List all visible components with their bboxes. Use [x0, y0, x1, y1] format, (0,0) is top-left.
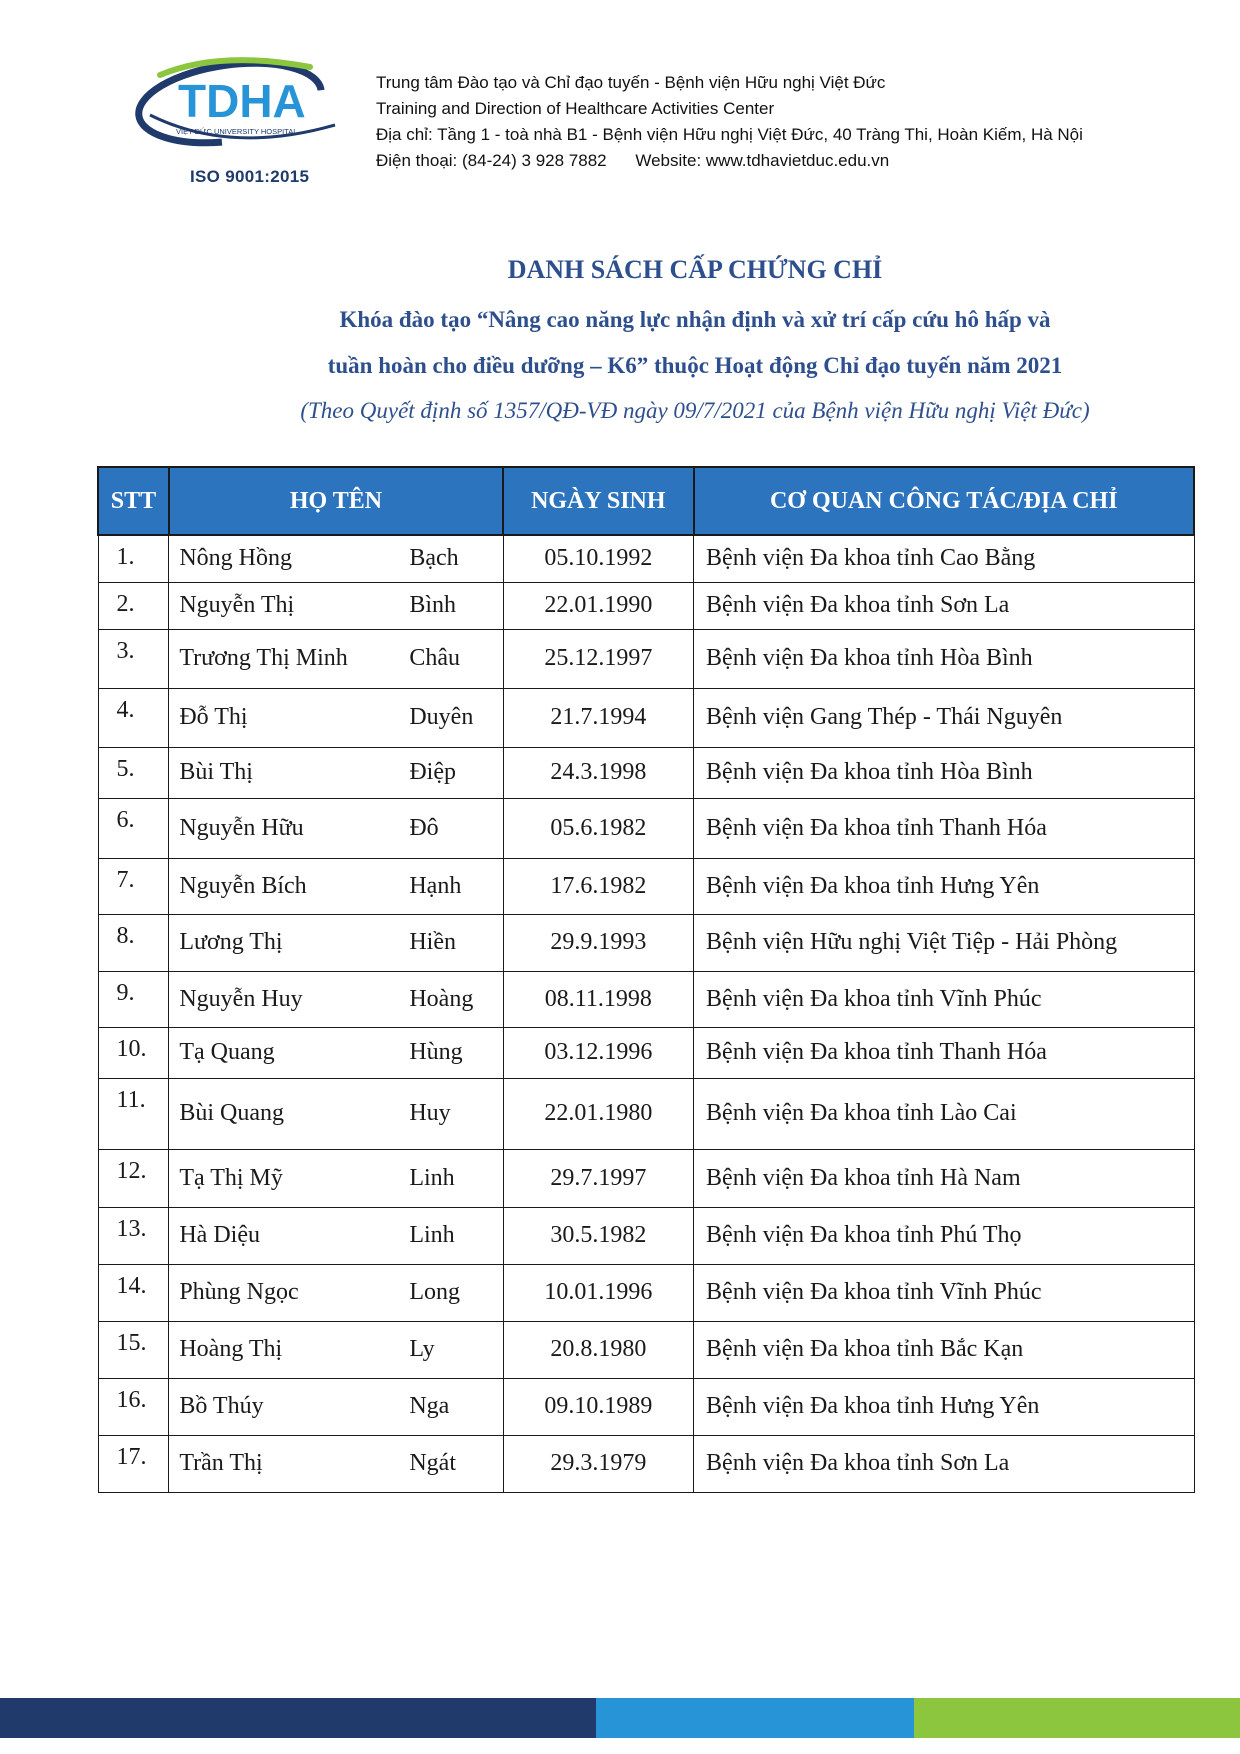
- header-name: HỌ TÊN: [169, 467, 503, 535]
- row-name: [169, 1321, 503, 1378]
- row-dob: 20.8.1980: [503, 1321, 693, 1378]
- row-name: [169, 535, 503, 582]
- row-last-name: Bạch: [409, 545, 459, 572]
- row-name: [169, 1435, 503, 1492]
- row-last-name: Ly: [409, 1336, 435, 1362]
- row-first-name: Hà Diệu: [179, 1222, 260, 1248]
- table-row: [98, 1435, 1194, 1492]
- row-first-name: Phùng Ngọc: [179, 1279, 299, 1305]
- document-header: [0, 0, 1240, 220]
- row-org: Bệnh viện Đa khoa tỉnh Vĩnh Phúc: [694, 971, 1194, 1027]
- header-org: CƠ QUAN CÔNG TÁC/ĐỊA CHỈ: [694, 467, 1194, 535]
- row-last-name: Châu: [409, 645, 460, 671]
- logo-text: TDHA: [178, 75, 306, 127]
- table-row: [98, 1078, 1194, 1149]
- row-dob: 22.01.1980: [503, 1078, 693, 1149]
- table-row: [98, 858, 1194, 914]
- row-stt: 6.: [98, 798, 169, 858]
- row-dob: 08.11.1998: [503, 971, 693, 1027]
- table-row: [98, 688, 1194, 747]
- row-name: [169, 1378, 503, 1435]
- row-last-name: Huy: [409, 1100, 451, 1126]
- row-last-name: Nga: [409, 1393, 450, 1419]
- row-last-name: Linh: [409, 1222, 455, 1248]
- row-last-name: Hạnh: [409, 872, 462, 899]
- row-org: Bệnh viện Đa khoa tỉnh Hòa Bình: [694, 747, 1194, 798]
- iso-certification: ISO 9001:2015: [190, 167, 310, 186]
- row-org: Bệnh viện Đa khoa tỉnh Sơn La: [694, 582, 1194, 629]
- table-row: [98, 1321, 1194, 1378]
- row-last-name: Điệp: [409, 759, 456, 785]
- certificate-table: [97, 466, 1195, 1493]
- row-last-name: Hùng: [409, 1039, 463, 1065]
- row-first-name: Nguyễn Huy: [179, 985, 303, 1012]
- row-org: Bệnh viện Đa khoa tỉnh Sơn La: [694, 1435, 1194, 1492]
- row-first-name: Nông Hồng: [179, 545, 292, 572]
- row-first-name: Tạ Thị Mỹ: [179, 1164, 283, 1191]
- row-org: Bệnh viện Đa khoa tỉnh Vĩnh Phúc: [694, 1264, 1194, 1321]
- row-stt: 1.: [98, 535, 169, 582]
- center-address: Địa chỉ: Tầng 1 - toà nhà B1 - Bệnh viện Hữu nghị Việt Đức, 40 Tràng Thi, Hoàn Kiếm, Hà Nội: [376, 125, 1083, 144]
- row-dob: 22.01.1990: [503, 582, 693, 629]
- row-stt: 16.: [98, 1378, 169, 1435]
- row-dob: 24.3.1998: [503, 747, 693, 798]
- row-stt: 15.: [98, 1321, 169, 1378]
- row-stt: 10.: [98, 1027, 169, 1078]
- row-stt: 9.: [98, 971, 169, 1027]
- row-stt: 3.: [98, 629, 169, 688]
- row-first-name: Trương Thị Minh: [179, 645, 348, 671]
- row-dob: 10.01.1996: [503, 1264, 693, 1321]
- row-name: [169, 1264, 503, 1321]
- row-last-name: Ngát: [409, 1450, 456, 1476]
- row-org: Bệnh viện Đa khoa tỉnh Thanh Hóa: [694, 798, 1194, 858]
- row-last-name: Long: [409, 1279, 460, 1305]
- row-dob: 17.6.1982: [503, 858, 693, 914]
- row-last-name: Linh: [409, 1164, 455, 1191]
- row-dob: 30.5.1982: [503, 1207, 693, 1264]
- row-org: Bệnh viện Đa khoa tỉnh Phú Thọ: [694, 1207, 1194, 1264]
- table-row: [98, 914, 1194, 971]
- row-org: Bệnh viện Đa khoa tỉnh Bắc Kạn: [694, 1321, 1194, 1378]
- row-name: [169, 1027, 503, 1078]
- tdha-logo-graphic: [130, 55, 350, 165]
- row-org: Bệnh viện Đa khoa tỉnh Cao Bằng: [694, 535, 1194, 582]
- row-org: Bệnh viện Đa khoa tỉnh Lào Cai: [694, 1078, 1194, 1149]
- row-stt: 8.: [98, 914, 169, 971]
- row-dob: 29.7.1997: [503, 1149, 693, 1207]
- row-last-name: Hiền: [409, 929, 456, 955]
- row-stt: 12.: [98, 1149, 169, 1207]
- row-first-name: Hoàng Thị: [179, 1336, 283, 1362]
- row-first-name: Trần Thị: [179, 1450, 263, 1476]
- row-first-name: Bùi Quang: [179, 1100, 284, 1126]
- footer-bar-blue: [596, 1698, 914, 1738]
- tdha-logo: [130, 55, 350, 195]
- row-name: [169, 688, 503, 747]
- table-row: [98, 629, 1194, 688]
- row-name: [169, 1207, 503, 1264]
- center-name-en: Training and Direction of Healthcare Activities Center: [376, 99, 775, 118]
- row-last-name: Hoàng: [409, 985, 474, 1012]
- table-row: [98, 1027, 1194, 1078]
- header-dob: NGÀY SINH: [503, 467, 693, 535]
- row-org: Bệnh viện Đa khoa tỉnh Hòa Bình: [694, 629, 1194, 688]
- row-first-name: Bùi Thị: [179, 759, 253, 785]
- row-dob: 29.3.1979: [503, 1435, 693, 1492]
- row-dob: 09.10.1989: [503, 1378, 693, 1435]
- row-last-name: Duyên: [409, 704, 474, 730]
- row-name: [169, 1078, 503, 1149]
- row-org: Bệnh viện Đa khoa tỉnh Hà Nam: [694, 1149, 1194, 1207]
- decision-reference: (Theo Quyết định số 1357/QĐ-VĐ ngày 09/7/2021 của Bệnh viện Hữu nghị Việt Đức): [300, 398, 1090, 423]
- row-last-name: Bình: [409, 592, 457, 618]
- table-row: [98, 535, 1194, 582]
- table-row: [98, 582, 1194, 629]
- table-row: [98, 971, 1194, 1027]
- table-row: [98, 1378, 1194, 1435]
- header-stt: STT: [98, 467, 169, 535]
- row-first-name: Bồ Thúy: [179, 1393, 264, 1419]
- row-dob: 05.10.1992: [503, 535, 693, 582]
- footer-bar-green: [914, 1698, 1240, 1738]
- row-first-name: Nguyễn Thị: [179, 592, 295, 618]
- row-name: [169, 629, 503, 688]
- row-stt: 5.: [98, 747, 169, 798]
- row-name: [169, 582, 503, 629]
- row-stt: 14.: [98, 1264, 169, 1321]
- logo-subtext: VIỆT ĐỨC UNIVERSITY HOSPITAL: [176, 127, 298, 136]
- row-first-name: Đỗ Thị: [179, 704, 248, 730]
- table-row: [98, 1207, 1194, 1264]
- row-stt: 11.: [98, 1078, 169, 1149]
- row-last-name: Đô: [409, 814, 439, 841]
- row-name: [169, 858, 503, 914]
- row-stt: 2.: [98, 582, 169, 629]
- row-name: [169, 1149, 503, 1207]
- table-row: [98, 1149, 1194, 1207]
- row-org: Bệnh viện Đa khoa tỉnh Hưng Yên: [694, 858, 1194, 914]
- row-dob: 29.9.1993: [503, 914, 693, 971]
- contact-line: [376, 148, 1083, 174]
- row-org: Bệnh viện Hữu nghị Việt Tiệp - Hải Phòng: [694, 914, 1194, 971]
- row-dob: 21.7.1994: [503, 688, 693, 747]
- row-first-name: Lương Thị: [179, 929, 283, 955]
- row-org: Bệnh viện Gang Thép - Thái Nguyên: [694, 688, 1194, 747]
- row-name: [169, 971, 503, 1027]
- row-dob: 25.12.1997: [503, 629, 693, 688]
- row-name: [169, 798, 503, 858]
- center-name-vn: Trung tâm Đào tạo và Chỉ đạo tuyến - Bệnh viện Hữu nghị Việt Đức: [376, 73, 886, 92]
- row-stt: 4.: [98, 688, 169, 747]
- row-org: Bệnh viện Đa khoa tỉnh Thanh Hóa: [694, 1027, 1194, 1078]
- course-title-line2: tuần hoàn cho điều dưỡng – K6” thuộc Hoạt động Chỉ đạo tuyến năm 2021: [327, 353, 1063, 378]
- table-row: [98, 798, 1194, 858]
- center-info: [376, 70, 1083, 174]
- footer-bar-navy: [0, 1698, 596, 1738]
- row-name: [169, 914, 503, 971]
- row-dob: 05.6.1982: [503, 798, 693, 858]
- row-name: [169, 747, 503, 798]
- website-link[interactable]: Website: www.tdhavietduc.edu.vn: [635, 151, 890, 170]
- row-first-name: Tạ Quang: [179, 1039, 275, 1065]
- row-org: Bệnh viện Đa khoa tỉnh Hưng Yên: [694, 1378, 1194, 1435]
- table-row: [98, 1264, 1194, 1321]
- table-header-row: [98, 467, 1194, 535]
- row-dob: 03.12.1996: [503, 1027, 693, 1078]
- phone-number: Điện thoại: (84-24) 3 928 7882: [376, 151, 607, 170]
- table-row: [98, 747, 1194, 798]
- row-first-name: Nguyễn Hữu: [179, 814, 304, 841]
- course-title-line1: Khóa đào tạo “Nâng cao năng lực nhận định và xử trí cấp cứu hô hấp và: [339, 307, 1051, 332]
- row-stt: 7.: [98, 858, 169, 914]
- row-stt: 17.: [98, 1435, 169, 1492]
- page-title: DANH SÁCH CẤP CHỨNG CHỈ: [507, 255, 883, 284]
- row-first-name: Nguyễn Bích: [179, 872, 307, 899]
- row-stt: 13.: [98, 1207, 169, 1264]
